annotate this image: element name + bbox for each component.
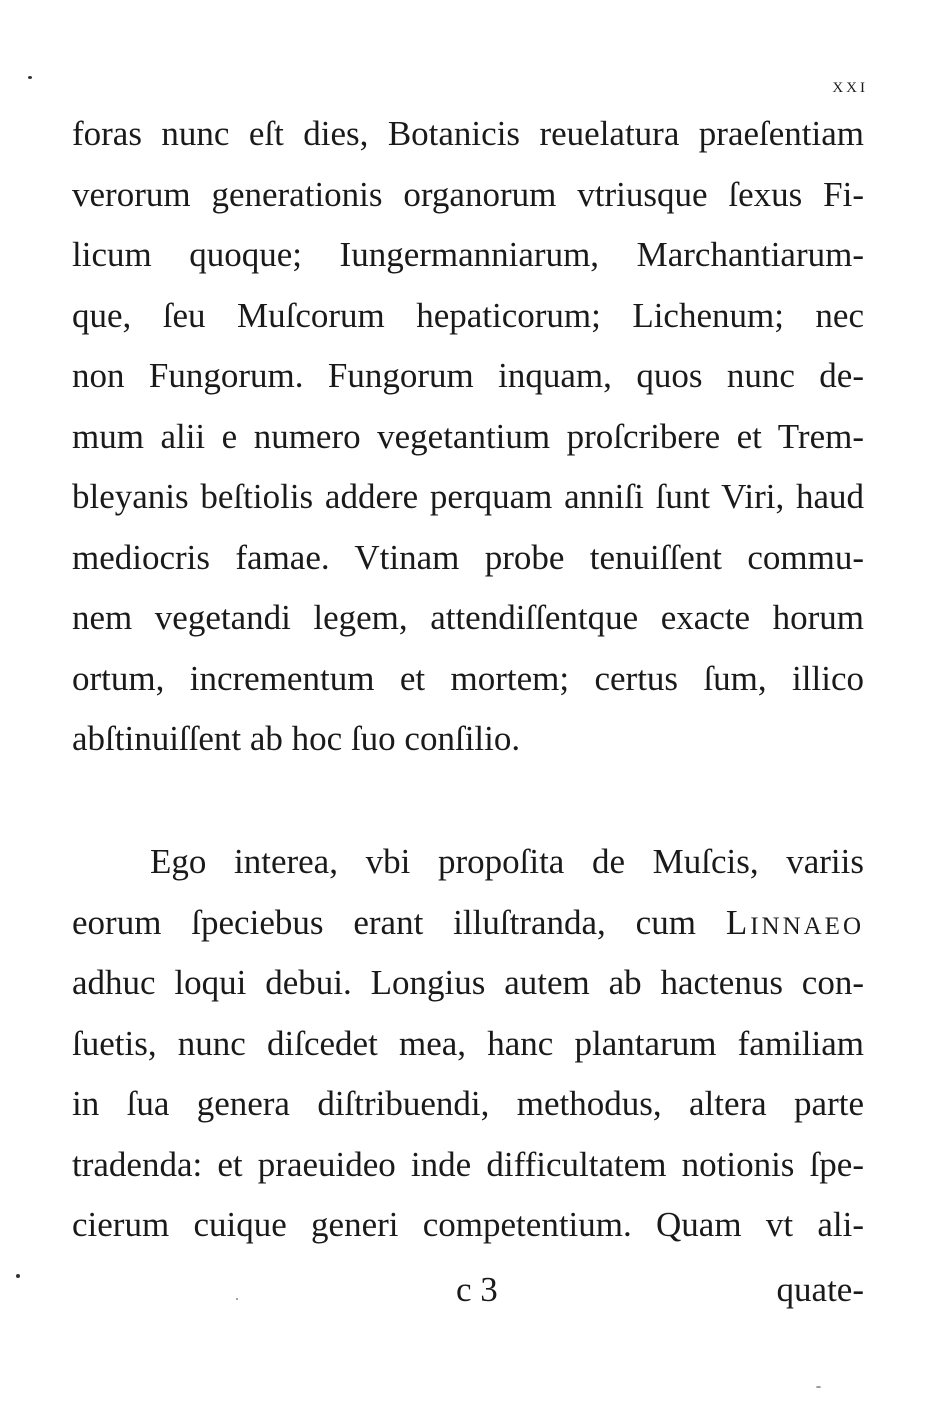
text-line: ſuetis, nunc diſcedet mea, hanc plantarum familiam: [72, 1023, 864, 1063]
ink-speck: [816, 1386, 821, 1388]
text-line: bleyanis beſtiolis addere perquam anniſi ſunt Viri, haud: [72, 477, 864, 516]
ink-speck: [28, 76, 32, 79]
text-line: licum quoque; Iungermanniarum, Marchantiarum-: [72, 235, 864, 274]
text-line: ortum, incrementum et mortem; certus ſum, illico: [72, 658, 864, 698]
signature-mark: c 3: [456, 1270, 498, 1309]
text-line: abſtinuiſſent ab hoc ſuo conſilio.: [72, 719, 521, 758]
text-line: tradenda: et praeuideo inde difficultatem notionis ſpe-: [72, 1144, 864, 1184]
catchword: quate-: [776, 1270, 864, 1309]
text-line: [72, 893, 864, 954]
text-line: mediocris famae. Vtinam probe tenuiſſent commu-: [72, 537, 864, 577]
text-line: in ſua genera diſtribuendi, methodus, altera parte: [72, 1084, 864, 1123]
page-number: xxi: [832, 72, 868, 97]
paragraph-2: [72, 832, 864, 1256]
text-segment: eorum ſpeciebus erant illuſtranda, cum: [72, 902, 696, 942]
author-name: Linnaeo: [725, 902, 864, 942]
page-footer: [0, 1270, 930, 1330]
text-line: nem vegetandi legem, attendiſſentque exacte horum: [72, 598, 864, 637]
text-line: cierum cuique generi competentium. Quam vt ali-: [72, 1205, 864, 1244]
text-line: verorum generationis organorum vtriusque ſexus Fi-: [72, 174, 864, 214]
text-line: non Fungorum. Fungorum inquam, quos nunc de-: [72, 356, 864, 395]
text-line: mum alii e numero vegetantium proſcribere et Trem-: [72, 416, 864, 456]
text-line: adhuc loqui debui. Longius autem ab hactenus con-: [72, 963, 864, 1002]
ink-speck: [236, 1298, 238, 1300]
ink-speck: [16, 1274, 20, 1278]
text-line: Ego interea, vbi propoſita de Muſcis, variis: [150, 842, 864, 881]
text-line: foras nunc eſt dies, Botanicis reuelatura praeſentiam: [72, 114, 864, 153]
paragraph-1: [72, 104, 864, 770]
text-line: que, ſeu Muſcorum hepaticorum; Lichenum; nec: [72, 295, 864, 335]
